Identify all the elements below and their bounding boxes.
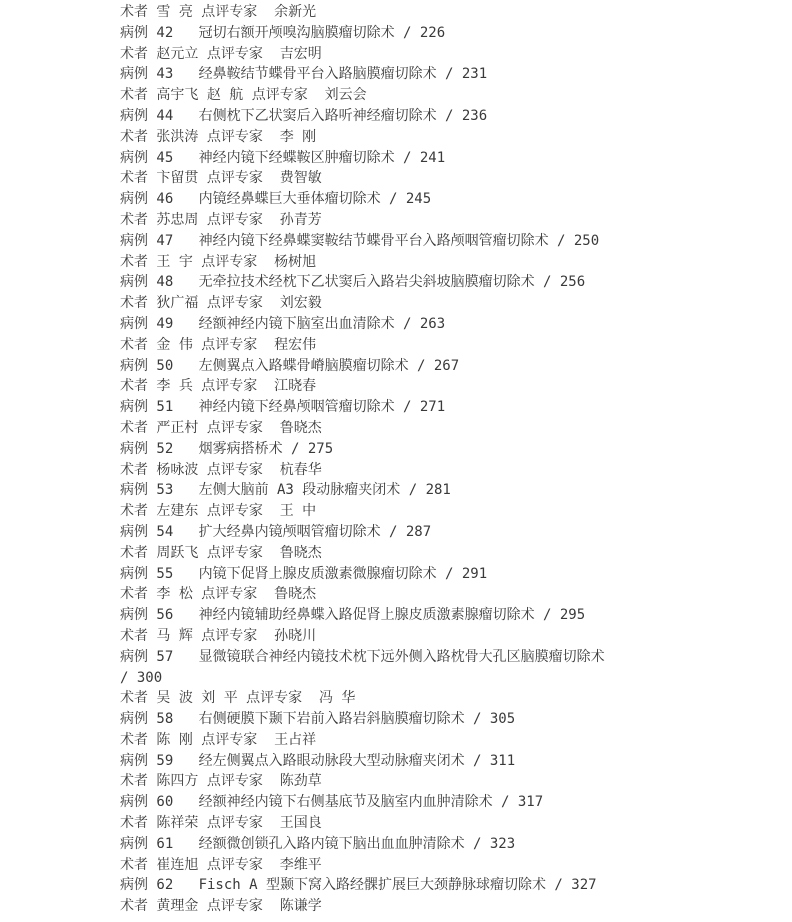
toc-line: 病例 42 冠切右额开颅嗅沟脑膜瘤切除术 / 226 [120, 24, 446, 41]
toc-line: 病例 50 左侧翼点入路蝶骨嵴脑膜瘤切除术 / 267 [120, 357, 460, 374]
toc-line: 病例 44 右侧枕下乙状窦后入路听神经瘤切除术 / 236 [120, 107, 488, 124]
toc-line: 病例 56 神经内镜辅助经鼻蝶入路促肾上腺皮质激素腺瘤切除术 / 295 [120, 607, 586, 624]
toc-line: 病例 62 Fisch A 型颞下窝入路经髁扩展巨大颈静脉球瘤切除术 / 327 [120, 877, 597, 894]
toc-line: 术者 左建东 点评专家 王 中 [120, 503, 317, 520]
toc-line: 病例 52 烟雾病搭桥术 / 275 [120, 440, 334, 457]
toc-line: 术者 李 松 点评专家 鲁晓杰 [120, 586, 317, 603]
toc-line: 术者 杨咏波 点评专家 杭春华 [120, 461, 322, 478]
toc-line: 术者 狄广福 点评专家 刘宏毅 [120, 295, 322, 312]
toc-line: 病例 49 经额神经内镜下脑室出血清除术 / 263 [120, 315, 446, 332]
toc-line: 病例 57 显微镜联合神经内镜技术枕下远外侧入路枕骨大孔区脑膜瘤切除术 [120, 648, 605, 665]
toc-line: 病例 48 无牵拉技术经枕下乙状窦后入路岩尖斜坡脑膜瘤切除术 / 256 [120, 274, 586, 291]
table-of-contents [120, 2, 780, 917]
toc-line: 病例 61 经额微创锁孔入路内镜下脑出血血肿清除术 / 323 [120, 835, 516, 852]
toc-line: 术者 陈四方 点评专家 陈劲草 [120, 773, 322, 790]
toc-line: 术者 卞留贯 点评专家 费智敏 [120, 170, 322, 187]
toc-line: 术者 陈 刚 点评专家 王占祥 [120, 731, 317, 748]
toc-line: 病例 45 神经内镜下经蝶鞍区肿瘤切除术 / 241 [120, 149, 446, 166]
toc-line: 术者 黄理金 点评专家 陈谦学 [120, 898, 322, 915]
toc-line: 病例 58 右侧硬膜下颞下岩前入路岩斜脑膜瘤切除术 / 305 [120, 711, 516, 728]
toc-line: 术者 张洪涛 点评专家 李 刚 [120, 128, 317, 145]
toc-line: 术者 崔连旭 点评专家 李维平 [120, 856, 322, 873]
toc-line: 病例 53 左侧大脑前 A3 段动脉瘤夹闭术 / 281 [120, 482, 451, 499]
toc-line: 病例 54 扩大经鼻内镜颅咽管瘤切除术 / 287 [120, 523, 432, 540]
toc-line: 术者 周跃飞 点评专家 鲁晓杰 [120, 544, 322, 561]
toc-line: 病例 55 内镜下促肾上腺皮质激素微腺瘤切除术 / 291 [120, 565, 488, 582]
toc-line: 病例 47 神经内镜下经鼻蝶窦鞍结节蝶骨平台入路颅咽管瘤切除术 / 250 [120, 232, 600, 249]
toc-line: 病例 51 神经内镜下经鼻颅咽管瘤切除术 / 271 [120, 399, 446, 416]
toc-line: 术者 雪 亮 点评专家 余新光 [120, 4, 317, 20]
toc-line: 术者 赵元立 点评专家 吉宏明 [120, 45, 322, 62]
toc-line: / 300 [120, 669, 163, 686]
toc-line: 术者 高宇飞 赵 航 点评专家 刘云会 [120, 87, 367, 104]
toc-line: 术者 陈祥荣 点评专家 王国良 [120, 815, 322, 832]
toc-line: 病例 43 经鼻鞍结节蝶骨平台入路脑膜瘤切除术 / 231 [120, 66, 488, 83]
toc-line: 术者 李 兵 点评专家 江晓春 [120, 378, 317, 395]
toc-line: 病例 46 内镜经鼻蝶巨大垂体瘤切除术 / 245 [120, 191, 432, 208]
toc-line: 病例 59 经左侧翼点入路眼动脉段大型动脉瘤夹闭术 / 311 [120, 752, 516, 769]
toc-line: 病例 60 经额神经内镜下右侧基底节及脑室内血肿清除术 / 317 [120, 794, 544, 811]
toc-line: 术者 吴 波 刘 平 点评专家 冯 华 [120, 690, 356, 707]
toc-line: 术者 王 宇 点评专家 杨树旭 [120, 253, 317, 270]
toc-line: 术者 马 辉 点评专家 孙晓川 [120, 627, 317, 644]
toc-line: 术者 严正村 点评专家 鲁晓杰 [120, 419, 322, 436]
toc-line: 术者 金 伟 点评专家 程宏伟 [120, 336, 317, 353]
toc-line: 术者 苏忠周 点评专家 孙青芳 [120, 211, 322, 228]
